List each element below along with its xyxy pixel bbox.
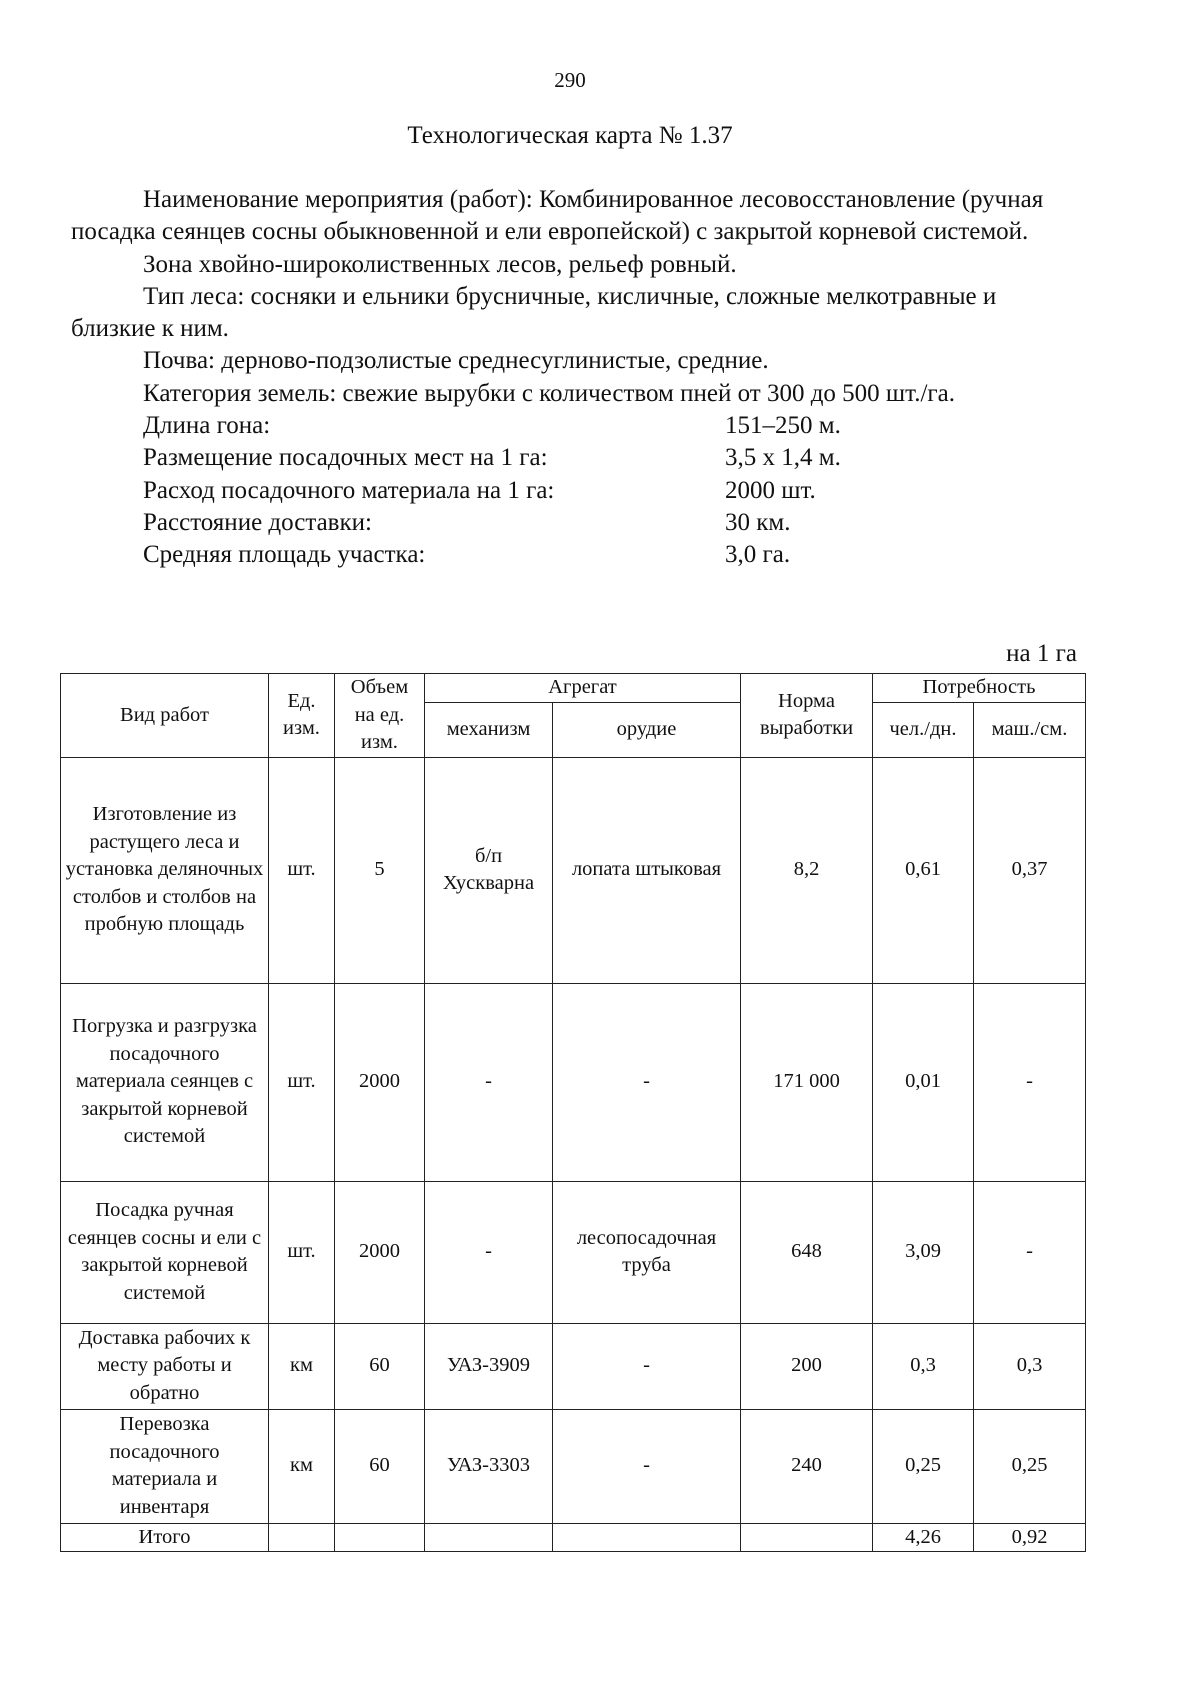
cell-tool: - — [553, 1323, 741, 1409]
cell-mechanism: б/п Хускварна — [425, 757, 553, 983]
param-row — [71, 475, 1081, 507]
param-label: Средняя площадь участка: — [143, 541, 426, 569]
cell-norm: 240 — [741, 1409, 873, 1523]
empty-cell — [425, 1523, 553, 1552]
cell-unit: км — [269, 1323, 335, 1409]
empty-cell — [553, 1523, 741, 1552]
cell-norm: 171 000 — [741, 983, 873, 1181]
empty-cell — [269, 1523, 335, 1552]
cell-tool: лопата штыковая — [553, 757, 741, 983]
forest-zone: Зона хвойно-широколиственных лесов, рельеф ровный. — [143, 250, 737, 278]
land-category: Категория земель: свежие вырубки с количеством пней от 300 до 500 шт./га. — [143, 379, 955, 407]
cell-man-days: 3,09 — [873, 1181, 974, 1323]
total-man-days: 4,26 — [873, 1523, 974, 1552]
header-demand: Потребность — [873, 674, 1086, 703]
cell-volume: 2000 — [335, 983, 425, 1181]
total-label: Итого — [61, 1523, 269, 1552]
soil-type: Почва: дерново-подзолистые среднесуглинистые, средние. — [143, 347, 769, 375]
cell-unit: шт. — [269, 983, 335, 1181]
cell-work: Перевозка посадочного материала и инвентаря — [61, 1409, 269, 1523]
param-row — [71, 539, 1081, 571]
header-unit: Ед. изм. — [269, 674, 335, 758]
forest-type: Тип леса: сосняки и ельники брусничные, кисличные, сложные мелкотравные и близкие к ним. — [71, 282, 997, 343]
cell-volume: 2000 — [335, 1181, 425, 1323]
cell-volume: 60 — [335, 1409, 425, 1523]
header-norm: Норма выработки — [741, 674, 873, 758]
cell-unit: шт. — [269, 1181, 335, 1323]
cell-man-days: 0,25 — [873, 1409, 974, 1523]
cell-mechanism: - — [425, 1181, 553, 1323]
cell-work: Посадка ручная сеянцев сосны и ели с закрытой корневой системой — [61, 1181, 269, 1323]
header-row — [61, 674, 1086, 703]
cell-machine-shifts: - — [974, 1181, 1086, 1323]
total-machine-shifts: 0,92 — [974, 1523, 1086, 1552]
table-row — [61, 1323, 1086, 1409]
cell-man-days: 0,61 — [873, 757, 974, 983]
cell-norm: 200 — [741, 1323, 873, 1409]
cell-mechanism: УАЗ-3909 — [425, 1323, 553, 1409]
empty-cell — [741, 1523, 873, 1552]
table-row — [61, 1409, 1086, 1523]
cell-unit: км — [269, 1409, 335, 1523]
param-value: 3,5 х 1,4 м. — [725, 444, 841, 472]
cell-norm: 8,2 — [741, 757, 873, 983]
param-row — [71, 507, 1081, 539]
cell-tool: лесопосадочная труба — [553, 1181, 741, 1323]
param-value: 151–250 м. — [725, 412, 841, 440]
param-label: Расстояние доставки: — [143, 508, 372, 536]
header-man-days: чел./дн. — [873, 702, 974, 757]
param-row — [71, 442, 1081, 474]
param-value: 3,0 га. — [725, 541, 791, 569]
unit-note: на 1 га — [1006, 640, 1077, 667]
cell-machine-shifts: - — [974, 983, 1086, 1181]
table-row — [61, 757, 1086, 983]
cell-work: Доставка рабочих к месту работы и обратно — [61, 1323, 269, 1409]
header-volume: Объем на ед. изм. — [335, 674, 425, 758]
activity-name: Наименование мероприятия (работ): Комбинированное лесовосстановление (ручная посадка сеянцев сосны обыкновенной и ели европейской) с закрытой корневой системой. — [71, 186, 1044, 246]
param-row — [71, 410, 1081, 442]
cell-mechanism: - — [425, 983, 553, 1181]
param-value: 30 км. — [725, 508, 791, 536]
cell-mechanism: УАЗ-3303 — [425, 1409, 553, 1523]
param-label: Длина гона: — [143, 412, 271, 440]
param-label: Расход посадочного материала на 1 га: — [143, 476, 555, 504]
intro-block — [71, 184, 1081, 572]
header-work: Вид работ — [61, 674, 269, 758]
header-tool: орудие — [553, 702, 741, 757]
cell-tool: - — [553, 1409, 741, 1523]
cell-work: Изготовление из растущего леса и установка деляночных столбов и столбов на пробную площадь — [61, 757, 269, 983]
tech-card-table — [60, 673, 1086, 1552]
cell-tool: - — [553, 983, 741, 1181]
cell-machine-shifts: 0,37 — [974, 757, 1086, 983]
cell-volume: 60 — [335, 1323, 425, 1409]
param-label: Размещение посадочных мест на 1 га: — [143, 444, 548, 472]
table-row — [61, 1181, 1086, 1323]
header-aggregate: Агрегат — [425, 674, 741, 703]
page-number: 290 — [554, 68, 586, 92]
total-row — [61, 1523, 1086, 1552]
cell-volume: 5 — [335, 757, 425, 983]
cell-norm: 648 — [741, 1181, 873, 1323]
cell-machine-shifts: 0,3 — [974, 1323, 1086, 1409]
empty-cell — [335, 1523, 425, 1552]
header-machine-shifts: маш./см. — [974, 702, 1086, 757]
param-value: 2000 шт. — [725, 476, 816, 504]
cell-work: Погрузка и разгрузка посадочного материала сеянцев с закрытой корневой системой — [61, 983, 269, 1181]
header-mechanism: механизм — [425, 702, 553, 757]
cell-machine-shifts: 0,25 — [974, 1409, 1086, 1523]
table-row — [61, 983, 1086, 1181]
cell-man-days: 0,3 — [873, 1323, 974, 1409]
cell-unit: шт. — [269, 757, 335, 983]
cell-man-days: 0,01 — [873, 983, 974, 1181]
document-title: Технологическая карта № 1.37 — [407, 122, 733, 149]
